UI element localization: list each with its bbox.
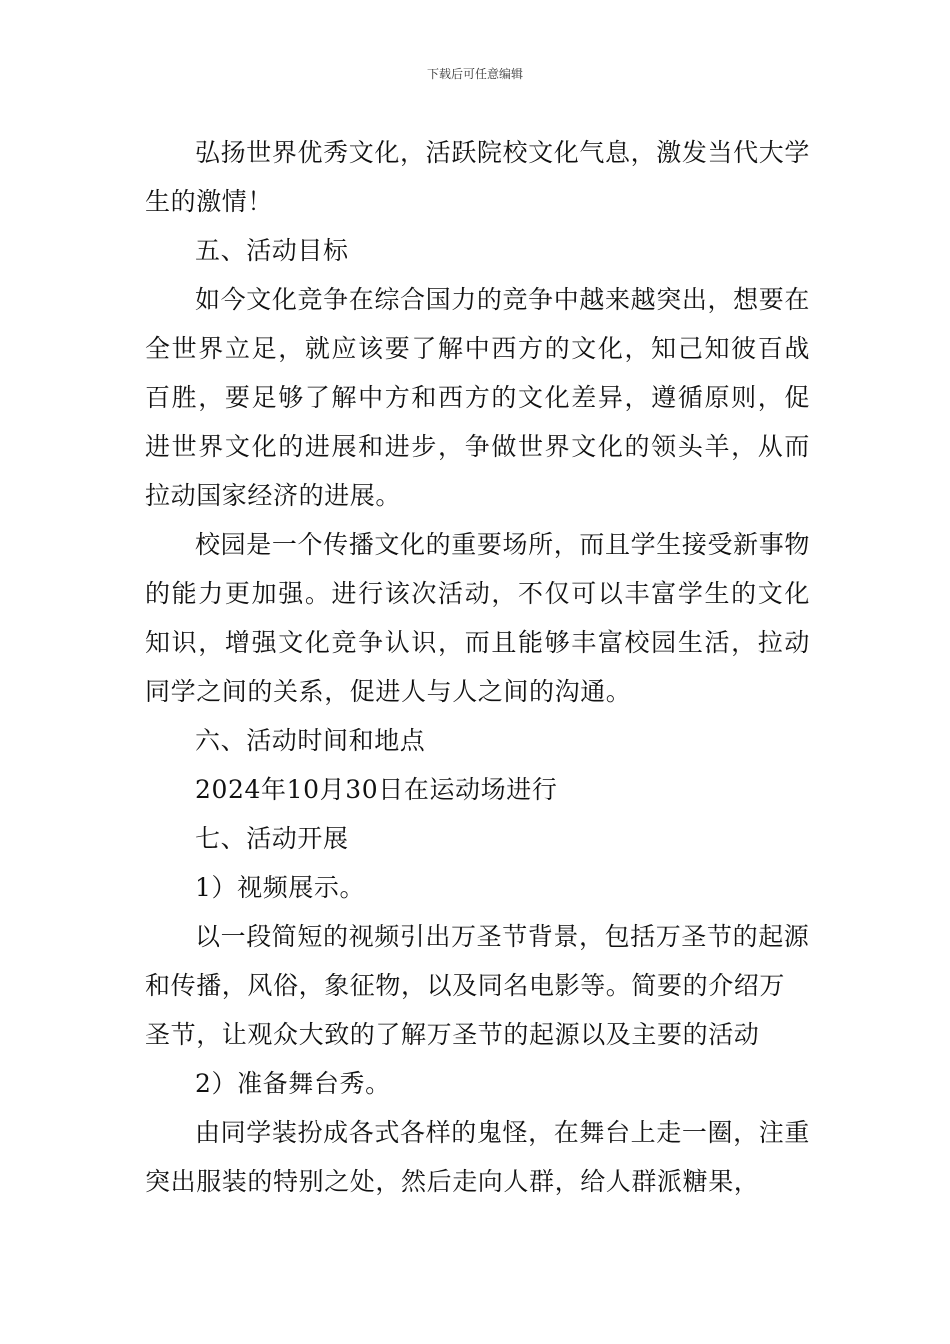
paragraph-intro: 弘扬世界优秀文化，活跃院校文化气息，激发当代大学生的激情！ bbox=[145, 138, 810, 216]
section-heading-goals: 五、活动目标 bbox=[195, 236, 349, 265]
page-header-note: 下载后可任意编辑 bbox=[426, 67, 523, 81]
list-item-video: 1）视频展示。 bbox=[195, 873, 366, 902]
paragraph-stage-show: 由同学装扮成各式各样的鬼怪，在舞台上走一圈，注重突出服装的特别之处，然后走向人群，给人群派糖果， bbox=[145, 1118, 810, 1196]
paragraph-goals-2: 校园是一个传播文化的重要场所，而且学生接受新事物的能力更加强。进行该次活动，不仅可以丰富学生的文化知识，增强文化竞争认识，而且能够丰富校园生活，拉动同学之间的关系，促进人与人之间的沟通。 bbox=[145, 530, 810, 706]
paragraph-goals-1: 如今文化竞争在综合国力的竞争中越来越突出，想要在全世界立足，就应该要了解中西方的文化，知己知彼百战百胜，要足够了解中方和西方的文化差异，遵循原则，促进世界文化的进展和进步，争做世界文化的领头羊，从而拉动国家经济的进展。 bbox=[145, 285, 810, 510]
paragraph-video: 以一段简短的视频引出万圣节背景，包括万圣节的起源和传播，风俗，象征物，以及同名电影等。简要的介绍万圣节，让观众大致的了解万圣节的起源以及主要的活动 bbox=[145, 922, 810, 1049]
paragraph-time-place: 2024年10月30日在运动场进行 bbox=[195, 775, 558, 804]
document-body bbox=[145, 128, 810, 1206]
section-heading-time-place: 六、活动时间和地点 bbox=[195, 726, 426, 755]
section-heading-activities: 七、活动开展 bbox=[195, 824, 349, 853]
list-item-stage-show: 2）准备舞台秀。 bbox=[195, 1069, 391, 1098]
